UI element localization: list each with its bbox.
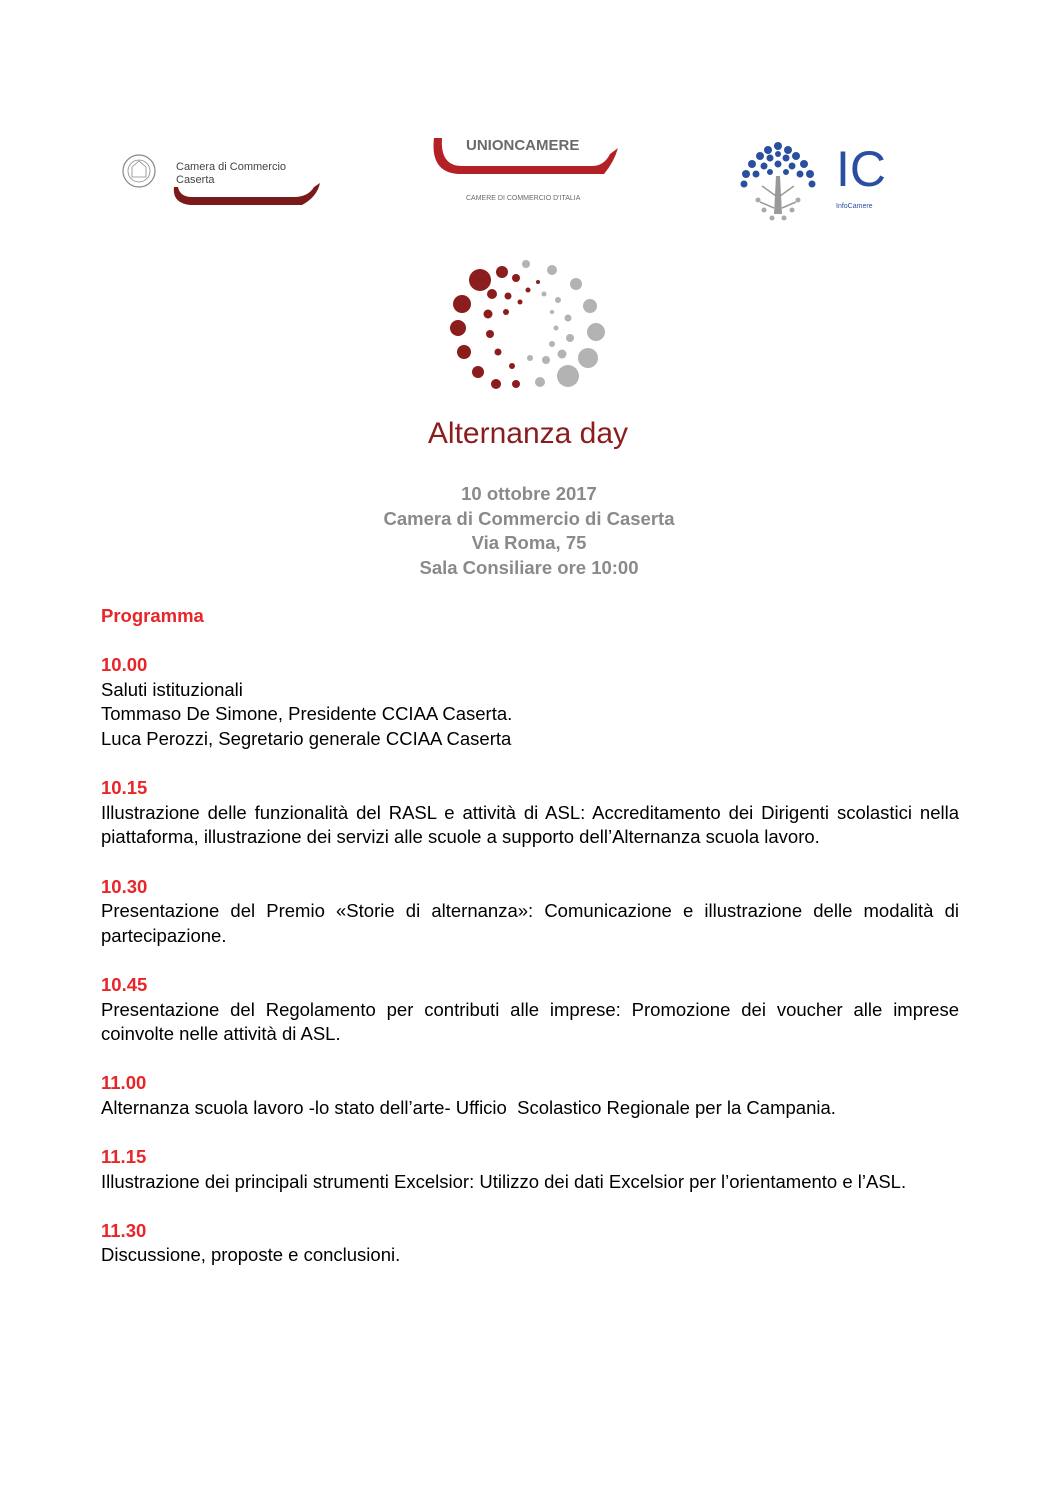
program-slot (101, 1071, 959, 1120)
slot-line: Luca Perozzi, Segretario generale CCIAA Caserta (101, 727, 512, 749)
slot-description: Alternanza scuola lavoro -lo stato dell’arte- Ufficio Scolastico Regionale per la Campania. (101, 1096, 836, 1118)
slot-time: 11.30 (101, 1219, 147, 1241)
infocamere-subtitle: InfoCamere (836, 203, 873, 210)
camera-commercio-line2: Caserta (176, 174, 215, 186)
slot-line: Saluti istituzionali (101, 678, 243, 700)
slot-time: 11.00 (101, 1072, 147, 1094)
alternanza-day-logo (418, 248, 638, 453)
camera-commercio-emblem-icon (102, 137, 342, 229)
program-section (101, 604, 959, 1293)
unioncamere-name: UNIONCAMERE (466, 137, 580, 154)
program-slot (101, 875, 959, 949)
slot-description: Discussione, proposte e conclusioni. (101, 1244, 401, 1266)
slot-description: Illustrazione dei principali strumenti Excelsior: Utilizzo dei dati Excelsior per l’orientamento e l’ASL. (101, 1170, 907, 1192)
slot-description: Presentazione del Premio «Storie di alternanza»: Comunicazione e illustrazione delle modalità di partecipazione. (101, 900, 959, 946)
slot-description: Presentazione del Regolamento per contributi alle imprese: Promozione dei voucher alle imprese coinvolte nelle attività di ASL. (101, 998, 959, 1045)
camera-commercio-logo (102, 137, 342, 229)
slot-time: 11.15 (101, 1146, 147, 1168)
event-info (0, 482, 1058, 580)
event-date: 10 ottobre 2017 (461, 483, 597, 504)
slot-description: Illustrazione delle funzionalità del RASL e attività di ASL: Accreditamento dei Dirigenti scolastici nella piattaforma, illustrazione dei servizi alle scuole a supporto dell’Alternanza scuola lavoro. (101, 801, 959, 848)
infocamere-mark: IC (836, 141, 886, 197)
slot-line: Tommaso De Simone, Presidente CCIAA Caserta. (101, 703, 513, 725)
infocamere-logo (738, 136, 898, 228)
event-address: Via Roma, 75 (471, 532, 587, 554)
slot-time: 10.30 (101, 875, 148, 897)
camera-commercio-line1: Camera di Commercio (176, 161, 287, 173)
program-slot (101, 1219, 959, 1268)
program-slot (101, 653, 959, 751)
program-slot (101, 973, 959, 1047)
alternanza-day-title: Alternanza day (427, 417, 629, 450)
slot-time: 10.00 (101, 654, 148, 676)
alternanza-dots-icon (418, 248, 638, 453)
unioncamere-swoosh-icon (428, 128, 620, 208)
event-venue: Camera di Commercio di Caserta (383, 507, 675, 529)
unioncamere-subtitle: CAMERE DI COMMERCIO D'ITALIA (466, 195, 581, 202)
program-slot (101, 1145, 959, 1194)
event-room-time: Sala Consiliare ore 10:00 (419, 556, 639, 578)
slot-time: 10.15 (101, 777, 148, 799)
infocamere-tree-icon (738, 136, 898, 228)
program-slot (101, 776, 959, 850)
slot-time: 10.45 (101, 973, 148, 995)
program-title: Programma (101, 605, 204, 626)
unioncamere-logo (428, 128, 620, 208)
